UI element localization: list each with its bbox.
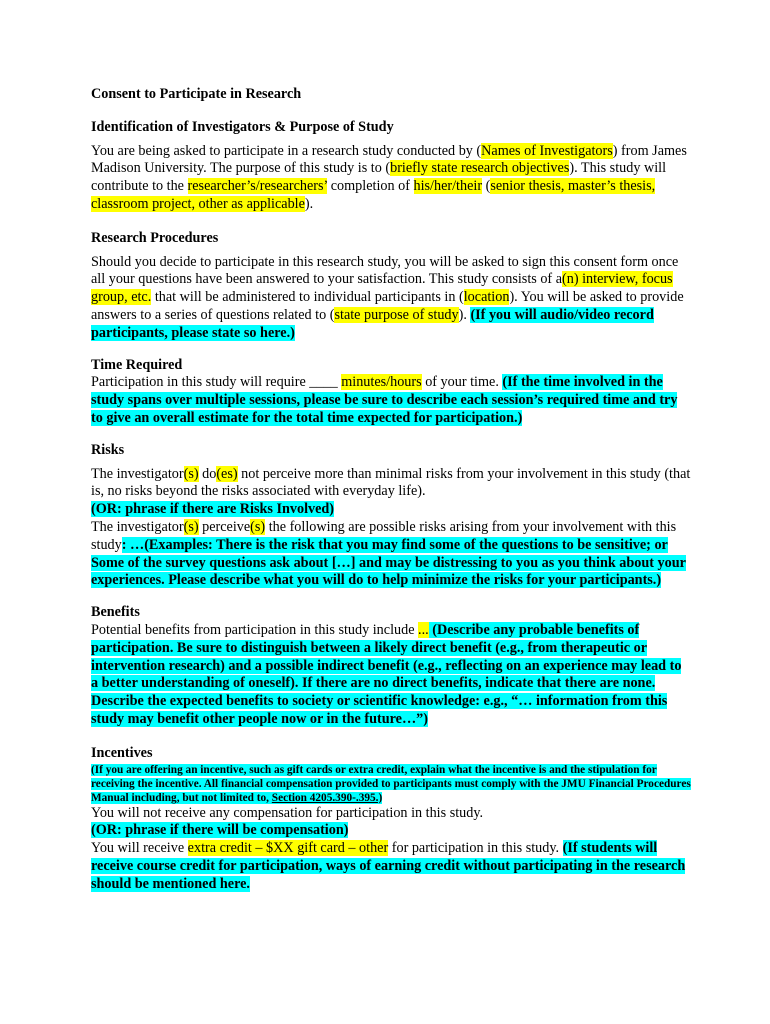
- instruction-note: : …(Examples: There is the risk that you may find some of the questions to be sensitive; or Some of the survey questions ask about […] and may be distressing to you as you think about your experiences. Please describe what you will do to help minimize the risks for your participants.): [91, 536, 686, 589]
- instruction-note: (If you are offering an incentive, such as gift cards or extra credit, explain what the incentive is and the stipulation for receiving the incentive. All financial compensation provided to participants must comply with the JMU Financial Procedures Manual including, but not limited to,: [91, 763, 691, 804]
- identification-heading: Identification of Investigators & Purpose of Study: [91, 118, 394, 135]
- text: The investigator: [91, 465, 184, 482]
- text: You are being asked to participate in a research study conducted by (: [91, 142, 482, 159]
- text: ). This study will contribute to the: [91, 160, 667, 195]
- time-paragraph: [91, 374, 691, 427]
- benefits-heading: Benefits: [91, 604, 140, 621]
- text: that will be administered to individual participants in (: [151, 289, 464, 306]
- highlight: minutes/hours: [341, 374, 422, 391]
- text: (: [482, 178, 491, 195]
- text: for participation in this study.: [388, 840, 563, 857]
- incentives-no-compensation: You will not receive any compensation for participation in this study.: [91, 804, 484, 821]
- highlight: Names of Investigators: [481, 142, 613, 159]
- identification-paragraph: [91, 143, 691, 214]
- text: The investigator: [91, 518, 184, 535]
- text: Should you decide to participate in this research study, you will be asked to sign this consent form once all your questions have been answered to your satisfaction. This study consists of a: [91, 253, 679, 288]
- text: ). You will be asked to provide answers to a series of questions related to (: [91, 289, 684, 323]
- text: not perceive more than minimal risks from your involvement in this study (that is, no risks beyond the risks associated with everyday life).: [91, 465, 691, 500]
- highlight: (n) interview, focus group, etc.: [91, 271, 673, 306]
- text: ).: [304, 195, 314, 212]
- instruction-note: (If you will audio/video record participants, please state so here.): [91, 306, 654, 341]
- incentives-alt-line: [91, 822, 691, 840]
- highlight: briefly state research objectives: [390, 160, 570, 177]
- time-heading: Time Required: [91, 356, 183, 373]
- benefits-paragraph: [91, 622, 691, 729]
- text: ).: [458, 306, 467, 323]
- instruction-note: (If students will receive course credit for participation, ways of earning credit without participating in the research should be mentioned here.: [91, 840, 686, 892]
- highlight: location: [463, 289, 510, 306]
- incentives-compensation: [91, 840, 691, 893]
- risks-paragraph-2: [91, 519, 691, 590]
- text: You will receive: [91, 840, 188, 857]
- risks-alt-line: [91, 501, 691, 519]
- highlight: (es): [216, 465, 238, 482]
- incentives-instruction: [91, 763, 691, 805]
- highlight: state purpose of study: [334, 306, 459, 323]
- text: perceive: [198, 518, 251, 535]
- highlight: (s): [183, 518, 199, 535]
- risks-paragraph-1: [91, 466, 691, 502]
- highlight: extra credit – $XX gift card – other: [187, 840, 389, 857]
- consent-document: [91, 86, 691, 893]
- text: Participation in this study will require ____: [91, 374, 342, 391]
- text: completion of: [327, 178, 414, 195]
- highlight: his/her/their: [413, 178, 483, 195]
- instruction-note: (If the time involved in the study spans over multiple sessions, please be sure to describe each session’s required time and try to give an overall estimate for the total time expected for participation.): [91, 374, 678, 426]
- text: the following are possible risks arising from your involvement with this study: [91, 518, 677, 553]
- text: do: [198, 465, 217, 482]
- highlight: senior thesis, master’s thesis, classroom project, other as applicable: [91, 178, 656, 212]
- risks-heading: Risks: [91, 441, 125, 458]
- text: Potential benefits from participation in this study include: [91, 621, 419, 638]
- section-reference: Section 4205.390-.395.: [271, 791, 379, 804]
- highlight: (s): [183, 465, 199, 482]
- instruction-note-end: ): [378, 791, 383, 804]
- text: of your time.: [421, 374, 503, 391]
- alternative-phrase: (OR: phrase if there will be compensation): [91, 822, 349, 839]
- document-title: Consent to Participate in Research: [91, 86, 302, 102]
- instruction-note: (Describe any probable benefits of participation. Be sure to distinguish between a likely direct benefit (e.g., from therapeutic or intervention research) and a possible indirect benefit (e.g., reflecting on an experience may lead to a better understanding of oneself). If there are no direct benefits, indicate that there are none. Describe the expected benefits to society or scientific knowledge: e.g., “… information from this study may benefit other people now or in the future…”): [91, 621, 682, 727]
- text: ) from James Madison University. The purpose of this study is to (: [91, 142, 687, 177]
- alternative-phrase: (OR: phrase if there are Risks Involved): [91, 501, 335, 518]
- procedures-paragraph: [91, 254, 691, 343]
- highlight: (s): [250, 518, 266, 535]
- procedures-heading: Research Procedures: [91, 229, 219, 246]
- highlight: researcher’s/researchers’: [187, 178, 328, 195]
- highlight: ...: [418, 621, 429, 638]
- incentives-heading: Incentives: [91, 744, 153, 761]
